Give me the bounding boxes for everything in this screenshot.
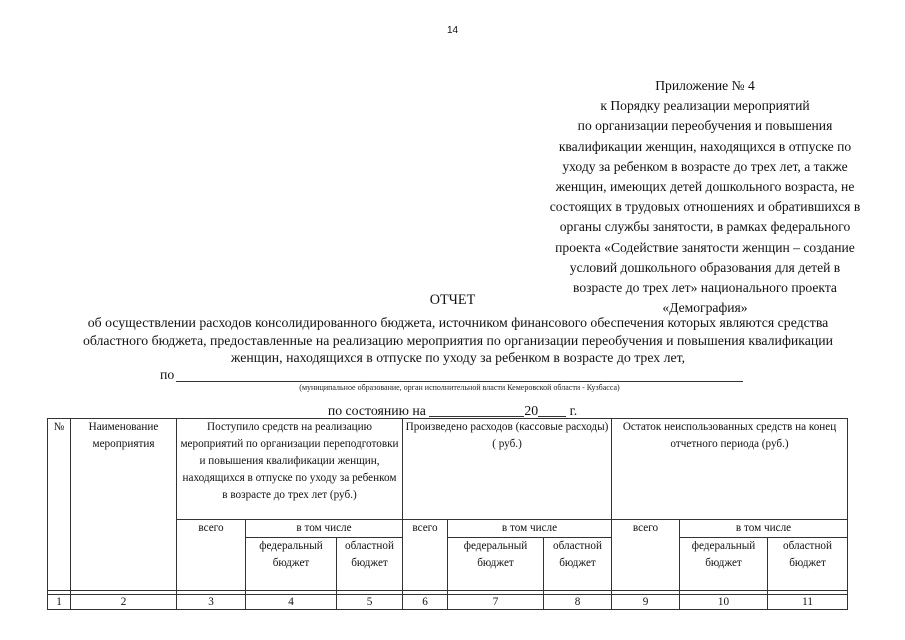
po-label: по [160, 367, 175, 382]
appendix-line: Приложение № 4 [655, 78, 755, 93]
report-subtitle-line: женщин, находящихся в отпуске по уходу за ребенком в возрасте до трех лет, [230, 350, 686, 365]
header-number: № [48, 419, 71, 591]
column-number: 9 [612, 595, 680, 610]
header-received-regional: областной бюджет [337, 538, 403, 591]
report-title: ОТЧЕТ [429, 292, 476, 308]
date-suffix: г. [569, 403, 578, 418]
column-number: 3 [177, 595, 246, 610]
header-spent-federal: федеральный бюджет [448, 538, 544, 591]
report-subtitle [28, 314, 888, 367]
appendix-line: состоящих в трудовых отношениях и обратившихся в [549, 199, 861, 215]
header-remainder-total: всего [612, 520, 680, 591]
appendix-line: органы службы занятости, в рамках федерального [559, 219, 851, 235]
column-number: 2 [71, 595, 177, 610]
column-number: 4 [246, 595, 337, 610]
date-prefix: по состоянию на [327, 403, 426, 418]
header-spent: Произведено расходов (кассовые расходы) ( руб.) [403, 419, 612, 520]
report-subtitle-line: об осуществлении расходов консолидированного бюджета, источником финансового обеспечения которых являются средства [87, 315, 829, 330]
organization-fill-line[interactable] [176, 381, 743, 382]
header-received-total: всего [177, 520, 246, 591]
appendix-line: возрасте до трех лет» национального проекта [573, 280, 837, 296]
appendix-line: женщин, имеющих детей дошкольного возраста, не [555, 179, 855, 195]
header-spent-regional: областной бюджет [544, 538, 612, 591]
header-received-federal: федеральный бюджет [246, 538, 337, 591]
report-table [47, 418, 848, 610]
header-remainder-federal: федеральный бюджет [680, 538, 768, 591]
header-remainder-including: в том числе [680, 520, 848, 538]
appendix-line: «Демография» [662, 300, 748, 316]
header-received: Поступило средств на реализацию мероприятий по организации переподготовки и повышения квалификации женщин, находящихся в отпуске по уходу за ребенком в возрасте до трех лет (руб.) [177, 419, 403, 520]
column-number: 7 [448, 595, 544, 610]
column-number: 10 [680, 595, 768, 610]
page-number: 14 [446, 25, 459, 36]
appendix-line: к Порядку реализации мероприятий [600, 98, 810, 114]
report-subtitle-line: областного бюджета, предоставленные на реализацию мероприятия по организации переобучения и повышения квалификации [82, 332, 834, 348]
column-number: 5 [337, 595, 403, 610]
year-fill-line[interactable] [538, 404, 566, 417]
header-remainder: Остаток неиспользованных средств на конец отчетного периода (руб.) [612, 419, 848, 520]
appendix-line: квалификации женщин, находящихся в отпуске по [558, 138, 852, 154]
column-number: 8 [544, 595, 612, 610]
header-spent-total: всего [403, 520, 448, 591]
header-spent-including: в том числе [448, 520, 612, 538]
column-number: 11 [768, 595, 848, 610]
appendix-line: уходу за ребенком в возрасте до трех лет, а также [562, 158, 848, 174]
appendix-line: условий дошкольного образования для детей в [569, 259, 841, 275]
appendix-line: проекта «Содействие занятости женщин – создание [555, 239, 855, 255]
column-number: 6 [403, 595, 448, 610]
header-name: Наименование мероприятия [71, 419, 177, 591]
date-fill-line[interactable] [429, 404, 524, 417]
appendix-line: по организации переобучения и повышения [577, 118, 833, 134]
report-date-row [0, 403, 905, 419]
column-number: 1 [48, 595, 71, 610]
date-year: 20 [524, 403, 539, 418]
appendix-header [520, 76, 890, 318]
header-received-including: в том числе [246, 520, 403, 538]
header-remainder-regional: областной бюджет [768, 538, 848, 591]
organization-caption: (муниципальное образование, орган исполнительной власти Кемеровской области - Кузбасса) [299, 383, 620, 392]
